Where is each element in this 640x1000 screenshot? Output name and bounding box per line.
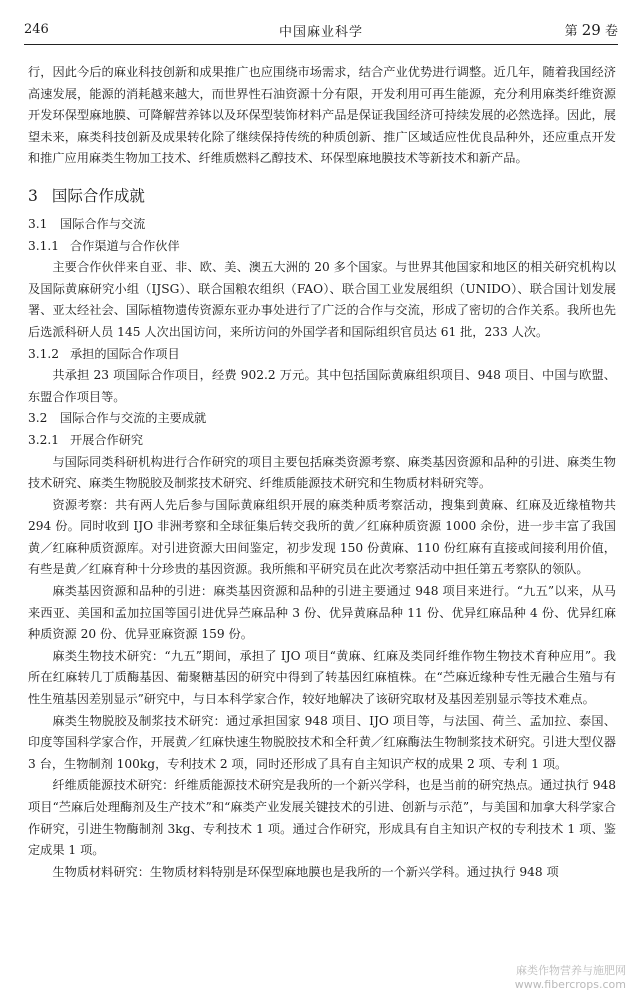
germplasm-introduction-paragraph: 麻类基因资源和品种的引进：麻类基因资源和品种的引进主要通过 948 项目来进行。“九五”以来，从马来西亚、美国和孟加拉国等国引进优异苎麻品种 3 份、优异黄麻品种 11 份、优异红麻品种 4 份、优异红麻种质资源 20 份、优异亚麻资源 159 份。 bbox=[28, 584, 616, 642]
section-3-heading bbox=[28, 184, 616, 208]
research-overview-paragraph: 与国际同类科研机构进行合作研究的项目主要包括麻类资源考察、麻类基因资源和品种的引进、麻类生物技术研究、麻类生物脱胶及制浆技术研究、纤维质能源技术研究和生物质材料研究等。 bbox=[28, 454, 616, 491]
biomaterial-research-paragraph: 生物质材料研究：生物质材料特别是环保型麻地膜也是我所的一个新兴学科。通过执行 948 项 bbox=[52, 864, 559, 879]
section-title: 国际合作与交流 bbox=[60, 216, 146, 231]
section-3-2-1-heading bbox=[28, 430, 616, 452]
section-number: 3.1 bbox=[28, 216, 48, 231]
biotech-research-paragraph: 麻类生物技术研究：“九五”期间，承担了 IJO 项目“黄麻、红麻及类同纤维作物生物技术育种应用”。我所在红麻转几丁质酶基因、葡聚糖基因的研究中得到了转基因红麻植株。在“苎麻近缘种专性无融合生殖与有性生殖基因差别显示”研究中，与日本科学家合作，较好地解决了该研究取材及基因差别显示等技术难点。 bbox=[28, 648, 616, 707]
section-number: 3.2 bbox=[28, 411, 48, 426]
section-title: 承担的国际合作项目 bbox=[70, 346, 180, 361]
watermark-name: 麻类作物营养与施肥网 bbox=[516, 964, 626, 977]
section-3-1-heading bbox=[28, 214, 616, 236]
volume-number: 29 bbox=[581, 21, 601, 39]
article-body bbox=[28, 62, 616, 883]
page-number: 246 bbox=[24, 22, 49, 37]
journal-title: 中国麻业科学 bbox=[278, 25, 363, 40]
volume-label bbox=[565, 20, 618, 39]
site-watermark bbox=[515, 964, 626, 992]
section-number: 3 bbox=[28, 186, 38, 205]
intro-paragraph: 行，因此今后的麻业科技创新和成果推广也应围绕市场需求，结合产业优势进行调整。近几年，随着我国经济高速发展，能源的消耗越来越大，而世界性石油资源十分有限，开发利用可再生能源，充分利用麻类纤维资源开发环保型麻地膜、可降解营养钵以及环保型装饰材料产品是保证我国经济可持续发展的必然选择。因此，展望未来，麻类科技创新及成果转化除了继续保持传统的种质创新、推广区域适应性优良品种外，还应重点开发和推广应用麻类生物加工技术、纤维质燃料乙醇技术、环保型麻地膜技术等新技术和新产品。 bbox=[28, 65, 616, 166]
section-3-1-1-heading bbox=[28, 236, 616, 258]
section-title: 开展合作研究 bbox=[70, 432, 144, 447]
section-title: 国际合作成就 bbox=[51, 186, 145, 205]
volume-suffix: 卷 bbox=[604, 24, 618, 39]
energy-research-paragraph: 纤维质能源技术研究：纤维质能源技术研究是我所的一个新兴学科，也是当前的研究热点。通过执行 948 项目“苎麻后处理酶剂及生产技术”和“麻类产业发展关键技术的引进、创新与示范”，与美国和加拿大科学家合作研究，引进生物酶制剂 3kg、专利技术 1 项。通过合作研究，形成具有自主知识产权的专利技术 1 项、鉴定成果 1 项。 bbox=[28, 778, 616, 858]
section-3-2-heading bbox=[28, 408, 616, 430]
section-number: 3.1.2 bbox=[28, 346, 60, 361]
projects-paragraph: 共承担 23 项国际合作项目，经费 902.2 万元。其中包括国际黄麻组织项目、948 项目、中国与欧盟、东盟合作项目等。 bbox=[28, 368, 616, 404]
resource-survey-paragraph: 资源考察：共有两人先后参与国际黄麻组织开展的麻类种质考察活动，搜集到黄麻、红麻及近缘植物共 294 份。同时收到 IJO 非洲考察和全球征集后转交我所的黄／红麻种质资源 1000 余份，进一步丰富了我国黄／红麻种质资源库。对引进资源大田间鉴定，初步发现 150 份黄麻、110 份红麻有直接或间接利用价值，有些是黄／红麻育种十分珍贵的基因资源。我所熊和平研究员在此次考察活动中担任第五考察队的领队。 bbox=[28, 497, 616, 577]
section-3-1-2-heading bbox=[28, 344, 616, 366]
section-number: 3.2.1 bbox=[28, 432, 60, 447]
page-header bbox=[24, 16, 618, 45]
section-title: 国际合作与交流的主要成就 bbox=[60, 411, 207, 426]
partners-paragraph: 主要合作伙伴来自亚、非、欧、美、澳五大洲的 20 多个国家。与世界其他国家和地区的相关研究机构以及国际黄麻研究小组（IJSG）、联合国粮农组织（FAO）、联合国工业发展组织（UNIDO）、联合国计划发展署、亚太经社会、国际植物遗传资源东亚办事处进行了广泛的合作与交流，形成了密切的合作关系。我所也先后选派科研人员 145 人次出国访问，来所访问的外国学者和国际组织官员达 61 批，233 人次。 bbox=[28, 260, 616, 339]
section-number: 3.1.1 bbox=[28, 238, 60, 253]
watermark-url: www.fibercrops.com bbox=[514, 978, 626, 991]
section-title: 合作渠道与合作伙伴 bbox=[70, 238, 180, 253]
degumming-research-paragraph: 麻类生物脱胶及制浆技术研究：通过承担国家 948 项目、IJO 项目等，与法国、荷兰、孟加拉、泰国、印度等国科学家合作，开展黄／红麻快速生物脱胶技术和全秆黄／红麻酶法生物制浆技术研究。引进大型仪器 3 台，生物制剂 100kg，专利技术 2 项，同时还形成了具有自主知识产权的成果 2 项、专利 1 项。 bbox=[28, 713, 616, 771]
volume-prefix: 第 bbox=[564, 24, 578, 39]
